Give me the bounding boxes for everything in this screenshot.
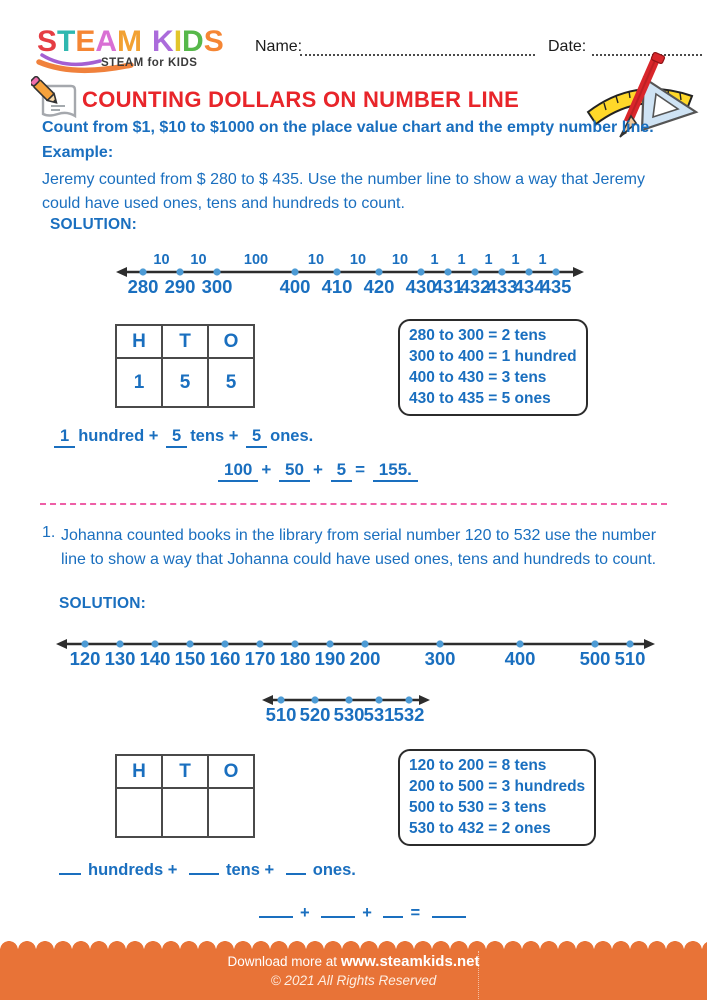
pv-header-ones: O [208,755,254,788]
step-line: 500 to 530 = 3 tens [409,799,547,816]
answer-blank-empty[interactable] [286,860,306,875]
page-title: COUNTING DOLLARS ON NUMBER LINE [82,87,520,112]
svg-text:120: 120 [69,648,101,669]
answer-blank: 1 [54,427,75,448]
pv-value-ones: 5 [208,358,254,407]
svg-text:500: 500 [579,648,611,669]
pv-header-hundreds: H [116,325,162,358]
svg-text:300: 300 [201,276,233,297]
svg-text:290: 290 [164,276,196,297]
svg-text:180: 180 [279,648,311,669]
svg-text:400: 400 [279,276,311,297]
svg-text:150: 150 [174,648,206,669]
name-field-line[interactable] [300,39,535,56]
number-line-question-main [0,628,707,674]
number-line-question-continued [0,686,707,730]
svg-text:1: 1 [457,252,466,268]
answer-blank: 100 [218,460,258,482]
pv-value-hundreds: 1 [116,358,162,407]
place-value-table-question [115,754,255,838]
svg-text:200: 200 [349,648,381,669]
footer-copyright: © 2021 All Rights Reserved [270,973,437,988]
example-equation-line: 100 + 50 + 5 = 155. [218,460,418,482]
svg-text:10: 10 [307,252,325,268]
answer-blank-empty[interactable] [321,903,355,918]
example-label: Example: [42,144,114,161]
example-problem-text: Jeremy counted from $ 280 to $ 435. Use the number line to show a way that Jeremy could have used ones, tens and hundreds to count. [42,171,645,212]
logo-letter: T [57,25,76,58]
step-line: 280 to 300 = 2 tens [409,327,547,344]
pv-header-ones: O [208,325,254,358]
pv-header-tens: T [162,755,208,788]
svg-text:531: 531 [363,704,395,725]
svg-text:160: 160 [209,648,241,669]
question-text: Johanna counted books in the library from serial number 120 to 532 use the number line to show a way that Johanna could have used ones, tens and hundreds to count. [61,527,657,568]
svg-text:410: 410 [321,276,353,297]
svg-text:1: 1 [484,252,493,268]
answer-blank-empty[interactable] [59,860,81,875]
pv-value-tens: 5 [162,358,208,407]
answer-blank: 155. [373,460,418,482]
answer-blank-empty[interactable] [259,903,293,918]
answer-blank: 5 [166,427,187,448]
pv-input-hundreds[interactable] [116,788,162,837]
svg-text:520: 520 [299,704,331,725]
svg-text:510: 510 [614,648,646,669]
svg-text:1: 1 [538,252,547,268]
answer-blank-empty[interactable] [432,903,466,918]
answer-blank-empty[interactable] [189,860,219,875]
svg-text:10: 10 [391,252,409,268]
question-number: 1. [42,524,56,541]
svg-text:170: 170 [244,648,276,669]
pv-input-ones[interactable] [208,788,254,837]
pv-header-tens: T [162,325,208,358]
svg-text:532: 532 [393,704,425,725]
pencil-paper-icon [31,76,81,124]
svg-text:434: 434 [513,276,545,297]
svg-text:510: 510 [265,704,297,725]
svg-text:432: 432 [459,276,491,297]
svg-text:10: 10 [190,252,207,268]
svg-text:280: 280 [127,276,159,297]
question-breakdown-line: hundreds + tens + ones. [55,860,359,880]
svg-text:300: 300 [424,648,456,669]
section-divider [40,503,667,505]
answer-blank: 50 [279,460,310,482]
logo-letter: I [173,25,183,58]
pv-header-hundreds: H [116,755,162,788]
answer-blank: 5 [246,427,267,448]
logo-letter: A [95,25,118,58]
footer-download-text: Download more at www.steamkids.net [227,953,480,970]
counting-steps-box-question [398,749,596,846]
date-label: Date: [548,38,587,55]
svg-text:190: 190 [314,648,346,669]
svg-text:431: 431 [432,276,464,297]
question-equation-line: + + = [255,903,470,923]
footer-website-link[interactable]: www.steamkids.net [340,953,480,970]
svg-text:1: 1 [430,252,439,268]
logo-letter: K [152,25,174,58]
svg-text:130: 130 [104,648,136,669]
pv-input-tens[interactable] [162,788,208,837]
logo-letter: D [182,25,204,58]
svg-text:10: 10 [349,252,367,268]
step-line: 300 to 400 = 1 hundred [409,348,577,365]
step-line: 120 to 200 = 8 tens [409,757,547,774]
step-line: 530 to 432 = 2 ones [409,820,551,837]
step-line: 200 to 500 = 3 hundreds [409,778,586,795]
svg-text:1: 1 [511,252,520,268]
svg-text:433: 433 [486,276,518,297]
place-value-table-example [115,324,255,408]
logo-letter: E [75,25,96,58]
svg-text:430: 430 [405,276,437,297]
svg-text:530: 530 [333,704,365,725]
number-line-example [0,246,707,302]
instructions-text: Count from $1, $10 to $1000 on the place value chart and the empty number line. [42,119,654,136]
answer-blank: 5 [331,460,352,482]
counting-steps-box-example [398,319,588,416]
svg-text:140: 140 [139,648,171,669]
example-solution-label: SOLUTION: [50,216,138,233]
logo-letter: S [203,25,224,58]
question-solution-label: SOLUTION: [59,595,147,612]
svg-text:400: 400 [504,648,536,669]
logo-letter: S [37,25,58,58]
svg-text:435: 435 [540,276,572,297]
svg-text:10: 10 [153,252,170,268]
answer-blank-empty[interactable] [383,903,403,918]
logo-letter: M [117,25,143,58]
svg-text:100: 100 [243,252,269,268]
example-breakdown-line: 1 hundred + 5 tens + 5 ones. [54,427,316,448]
step-line: 400 to 430 = 3 tens [409,369,547,386]
name-label: Name: [255,38,303,55]
logo-tagline: STEAM for KIDS [101,57,198,69]
step-line: 430 to 435 = 5 ones [409,390,551,407]
svg-text:420: 420 [363,276,395,297]
